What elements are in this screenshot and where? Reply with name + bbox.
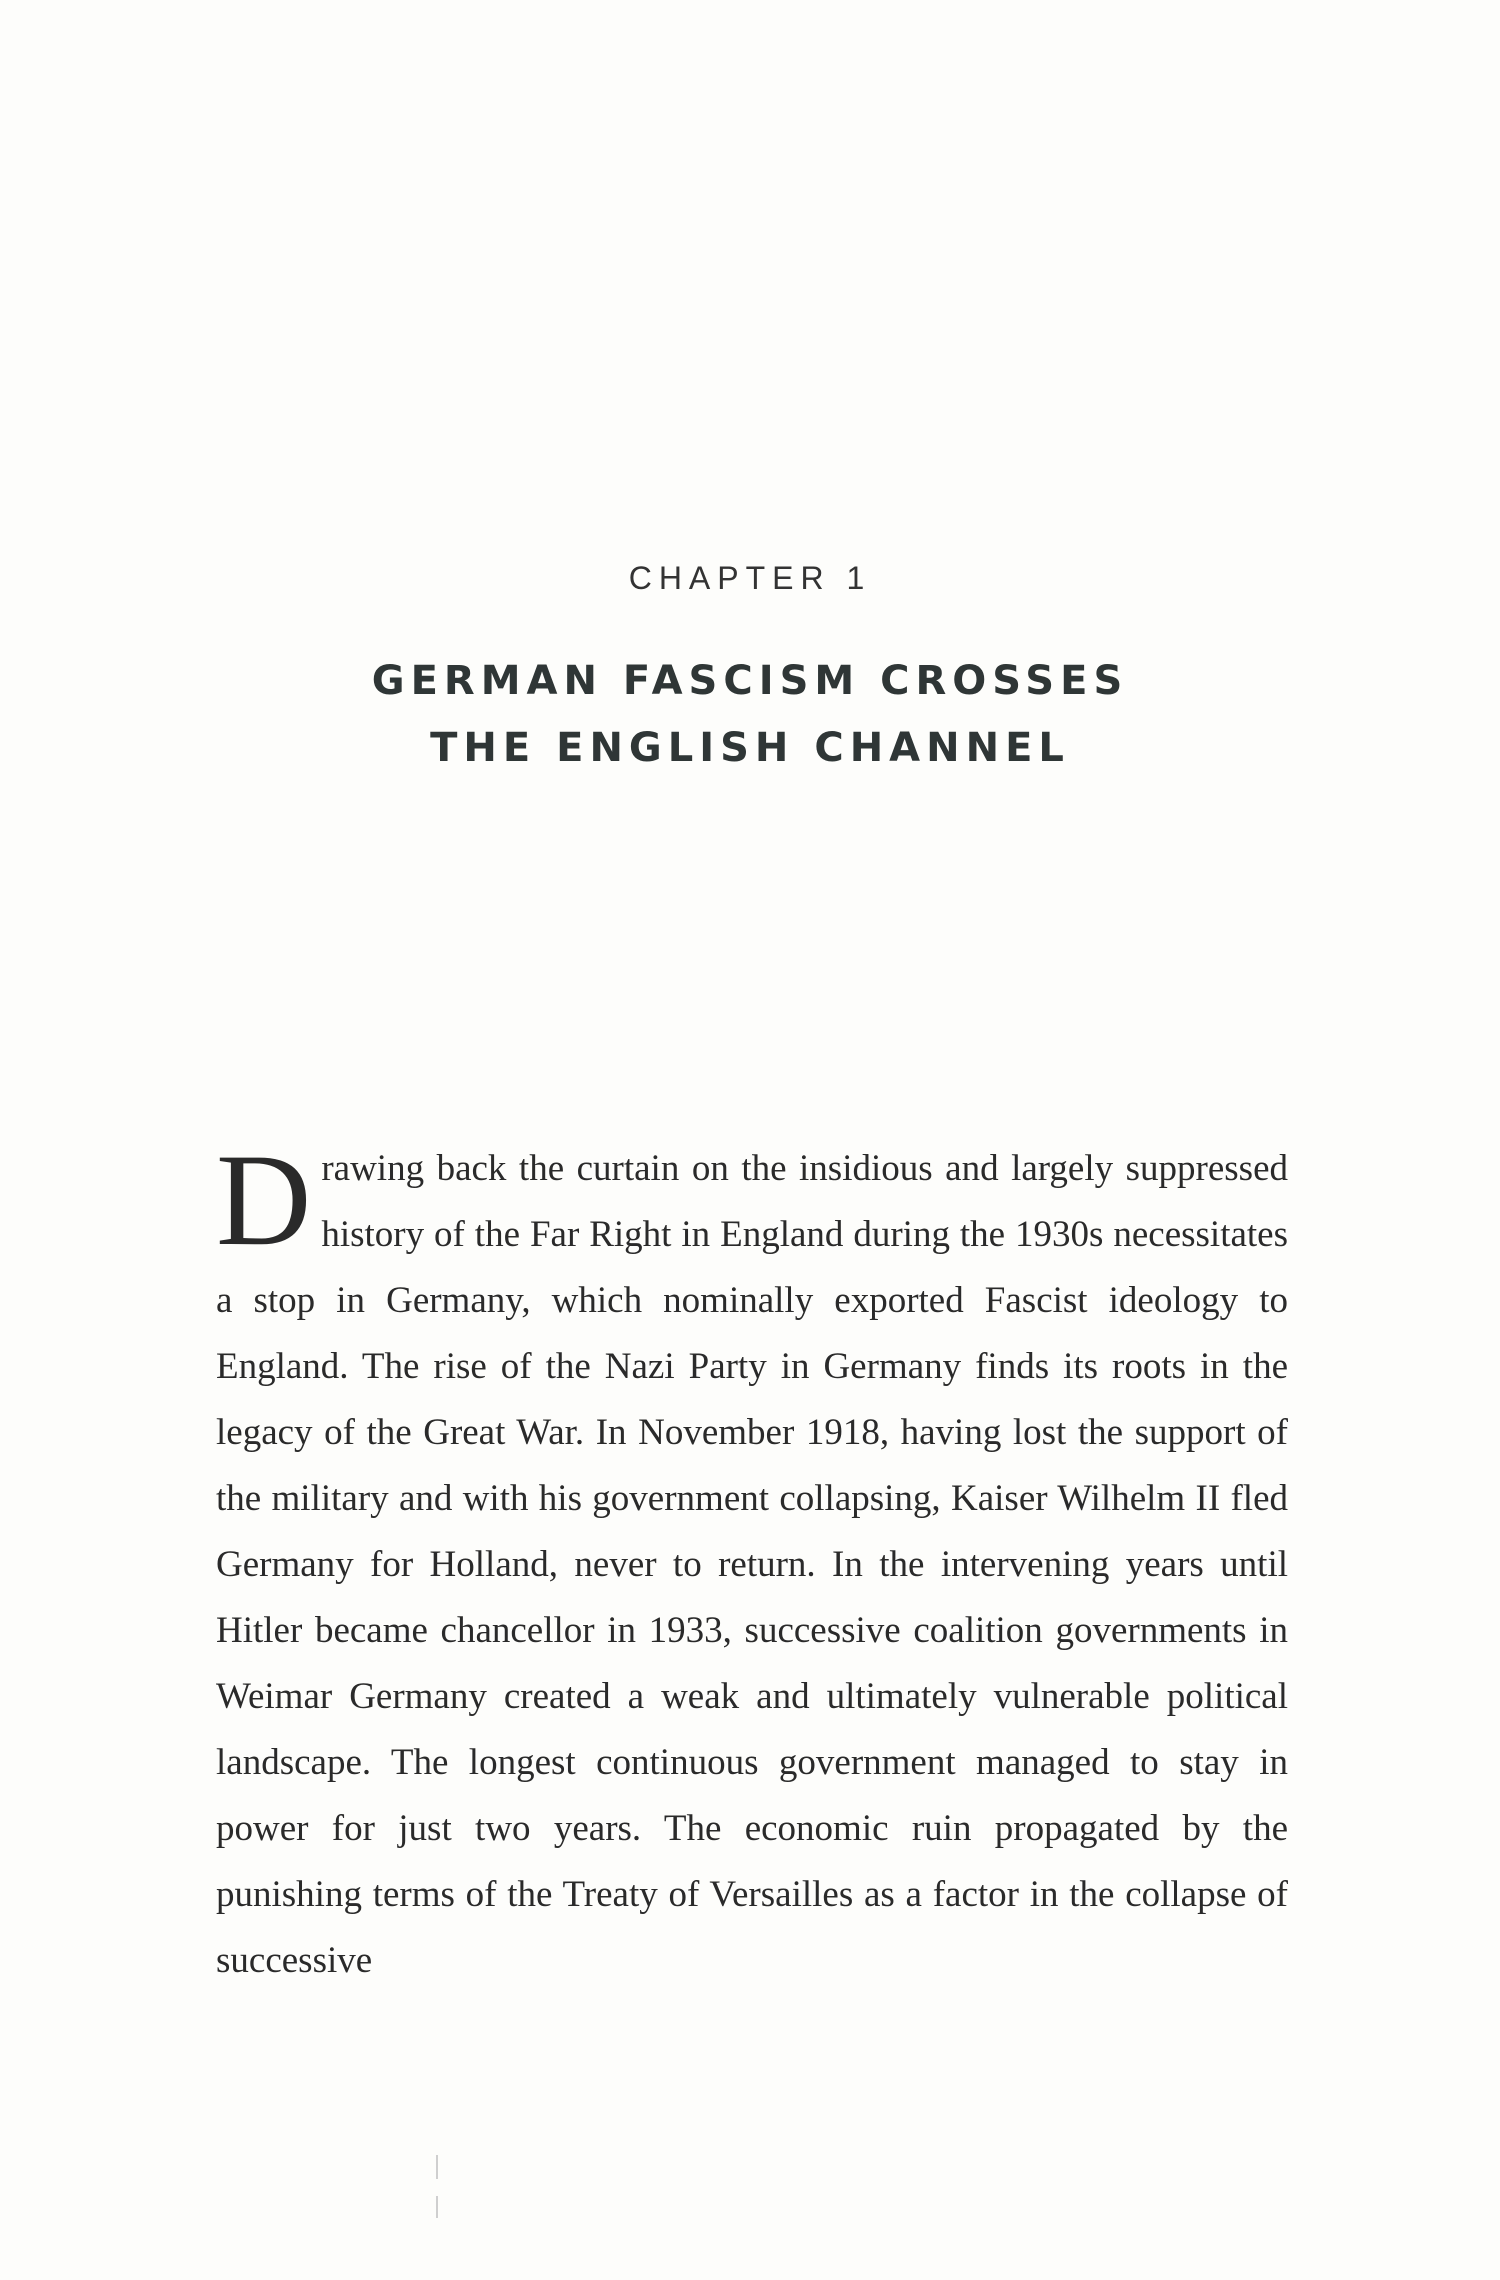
chapter-title [0, 648, 1500, 782]
chapter-title-line-2: THE ENGLISH CHANNEL [430, 725, 1070, 771]
chapter-number: CHAPTER 1 [628, 560, 872, 596]
scan-mark [436, 2155, 438, 2179]
drop-cap: D [216, 1126, 312, 1273]
paragraph-text: rawing back the curtain on the insidious and largely suppressed history of the Far Right in England during the 1930s necessitates a stop in Germany, which nominally exported Fascist ideology to England. The rise of the Nazi Party in Germany finds its roots in the legacy of the Great War. In November 1918, having lost the support of the military and with his government collapsing, Kaiser Wilhelm II fled Germany for Holland, never to return. In the intervening years until Hitler became chancellor in 1933, successive coalition governments in Weimar Germany created a weak and ultimately vulnerable political landscape. The longest continuous government managed to stay in power for just two years. The economic ruin propagated by the punishing terms of the Treaty of Versailles as a factor in the collapse of successive [216, 1148, 1288, 1981]
chapter-title-line-1: GERMAN FASCISM CROSSES [371, 658, 1129, 704]
body-paragraph [216, 1126, 1288, 1994]
scan-mark [436, 2196, 438, 2218]
